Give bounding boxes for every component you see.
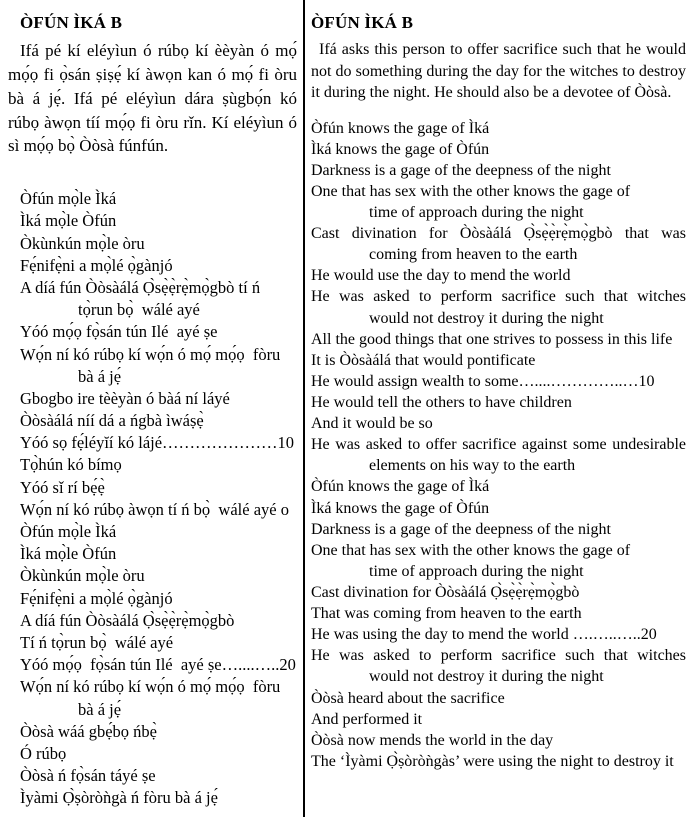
yoruba-verse-line: Ó rúbọ xyxy=(20,743,67,763)
yoruba-verse-line: tọ̀run bọ̀ wálé ayé xyxy=(78,300,200,320)
yoruba-verse-line: bà á jẹ́ xyxy=(78,699,122,719)
english-verse-line: He would tell the others to have children xyxy=(311,393,572,411)
english-verse-line: Ìká knows the gage of Òfún xyxy=(311,499,490,517)
english-verse-line: He was asked to perform sacrifice such that witches would not destroy it during the night xyxy=(311,288,690,327)
yoruba-verse-line: Yóó mọ́ọ fọ̀sán tún Ilé ayé ṣe xyxy=(20,322,218,342)
english-intro-paragraph: Ifá asks this person to offer sacrifice such that he would not do something during the day for the witches to destroy it during the night. He should also be a devotee of Òòsà. xyxy=(311,41,686,102)
yoruba-verse-line: Òfún mọ̀le Ìká xyxy=(20,189,117,209)
english-verse-line: He was asked to perform sacrifice such that witches would not destroy it during the night xyxy=(311,647,690,686)
yoruba-verse-block xyxy=(8,188,297,809)
english-verse-line: Cast divination for Òòsàálá Ọ̀sẹ̀ẹ̀rẹ̀mọ̀gbò that was coming from heaven to the earth xyxy=(311,225,690,264)
english-verse-line: All the good things that one strives to possess in this life xyxy=(311,330,673,348)
page-title-english: ÒFÚN ÌKÁ B xyxy=(311,13,414,32)
yoruba-verse-line: A díá fún Òòsàálá Ọ̀sẹ̀ẹ̀rẹ̀mọ̀gbò xyxy=(20,610,235,630)
english-column xyxy=(309,0,692,772)
yoruba-verse-line: Òòsà ń fọ̀sán táyé ṣe xyxy=(20,766,156,786)
english-verse-line: Cast divination for Òòsàálá Ọ̀sẹ̀ẹ̀rẹ̀mọ̀gbò xyxy=(311,583,580,601)
yoruba-verse-line: Òòsàálá níí dá a ńgbà ìwáṣẹ̀ xyxy=(20,411,204,431)
english-verse-line: He was asked to offer sacrifice against some undesirable elements on his way to the earth xyxy=(311,436,690,475)
yoruba-verse-line: Wọ́n ní kó rúbọ kí wọ́n ó mọ́ mọ́ọ fòru xyxy=(20,344,281,364)
yoruba-verse-line: Ìká mọ̀le Òfún xyxy=(20,544,117,564)
english-verse-line: One that has sex with the other knows the gage of xyxy=(311,182,631,200)
yoruba-verse-line: Òkùnkún mọ̀le òru xyxy=(20,566,145,586)
yoruba-verse-line: Yóó sọ fẹ́léyĭí kó lájé…………………10 xyxy=(20,433,295,453)
yoruba-verse-line: A díá fún Òòsàálá Ọ̀sẹ̀ẹ̀rẹ̀mọ̀gbò tí ń xyxy=(20,277,261,297)
yoruba-verse-line: Tọ̀hún kó bímọ xyxy=(20,455,122,475)
english-verse-line: That was coming from heaven to the earth xyxy=(311,605,582,623)
english-verse-block xyxy=(311,118,690,772)
yoruba-verse-line: Ìká mọ̀le Òfún xyxy=(20,211,117,231)
yoruba-verse-line: Gbogbo ire tèèyàn ó bàá ní láyé xyxy=(20,388,230,408)
english-verse-line: time of approach during the night xyxy=(369,204,584,221)
english-verse-line: It is Òòsàálá that would pontificate xyxy=(311,351,536,369)
yoruba-verse-line: Fẹ́nifẹ̀ni a mọ̀lé ọ̀gànjó xyxy=(20,255,173,275)
english-verse-line: Darkness is a gage of the deepness of the night xyxy=(311,161,611,179)
english-verse-line: And performed it xyxy=(311,710,423,728)
english-verse-line: time of approach during the night xyxy=(369,562,584,580)
yoruba-verse-line: Wọ́n ní kó rúbọ àwọn tí ń bọ̀ wálé ayé o xyxy=(20,499,289,519)
english-verse-line: Òòsà heard about the sacrifice xyxy=(311,689,505,707)
yoruba-verse-line: Fẹ́nifẹ̀ni a mọ̀lé ọ̀gànjó xyxy=(20,588,173,608)
page-title-yoruba: ÒFÚN ÌKÁ B xyxy=(20,13,123,32)
english-verse-line: He would assign wealth to some…....…………..…10 xyxy=(311,372,655,390)
yoruba-verse-line: Òòsà wáá gbẹ́bọ ńbẹ̀ xyxy=(20,721,157,741)
yoruba-verse-line: bà á jẹ́ xyxy=(78,366,122,386)
yoruba-verse-line: Òfún mọ̀le Ìká xyxy=(20,522,117,542)
yoruba-verse-line: Yóó sǐ rí bẹ́ẹ̀ xyxy=(20,477,105,497)
english-verse-line: He was using the day to mend the world ….…..…..20 xyxy=(311,626,657,644)
english-verse-line: One that has sex with the other knows the gage of xyxy=(311,541,631,559)
english-verse-line: Òfún knows the gage of Ìká xyxy=(311,478,490,496)
english-verse-line: The ‘Ìyàmi Ọ̀ṣòròǹgàs’ were using the night to destroy it xyxy=(311,752,674,770)
english-verse-line: And it would be so xyxy=(311,415,433,433)
yoruba-intro-paragraph: Ifá pé kí eléyìun ó rúbọ kí èèyàn ó mọ́ mọ́ọ fi ọ̀sán ṣiṣẹ́ kí àwọn kan ó mọ́ fi òru bà á jẹ́. Ifá pé eléyìun dára ṣùgbọ́n kó rúbọ àwọn tíí mọ́ọ fi òru rǐn. Kí eléyìun ó sì mọ́ọ bọ̀ Òòsà fúnfún. xyxy=(8,41,297,156)
english-verse-line: Òfún knows the gage of Ìká xyxy=(311,119,490,137)
yoruba-verse-line: Òkùnkún mọ̀le òru xyxy=(20,233,145,253)
yoruba-verse-line: Yóó mọ́ọ fọ̀sán tún Ilé ayé ṣe…....…..20 xyxy=(20,655,296,675)
english-verse-line: Òòsà now mends the world in the day xyxy=(311,731,554,749)
yoruba-verse-line: Wọ́n ní kó rúbọ kí wọ́n ó mọ́ mọ́ọ fòru xyxy=(20,677,281,697)
english-verse-line: He would use the day to mend the world xyxy=(311,267,571,285)
yoruba-verse-line: Tí ń tọ̀run bọ̀ wálé ayé xyxy=(20,632,174,652)
yoruba-column xyxy=(0,0,303,809)
english-verse-line: Darkness is a gage of the deepness of the night xyxy=(311,520,611,538)
yoruba-verse-line: Ìyàmi Ọ̀ṣòròǹgà ń fòru bà á jẹ́ xyxy=(20,788,218,808)
column-divider xyxy=(303,0,305,817)
english-verse-line: Ìká knows the gage of Òfún xyxy=(311,140,490,158)
